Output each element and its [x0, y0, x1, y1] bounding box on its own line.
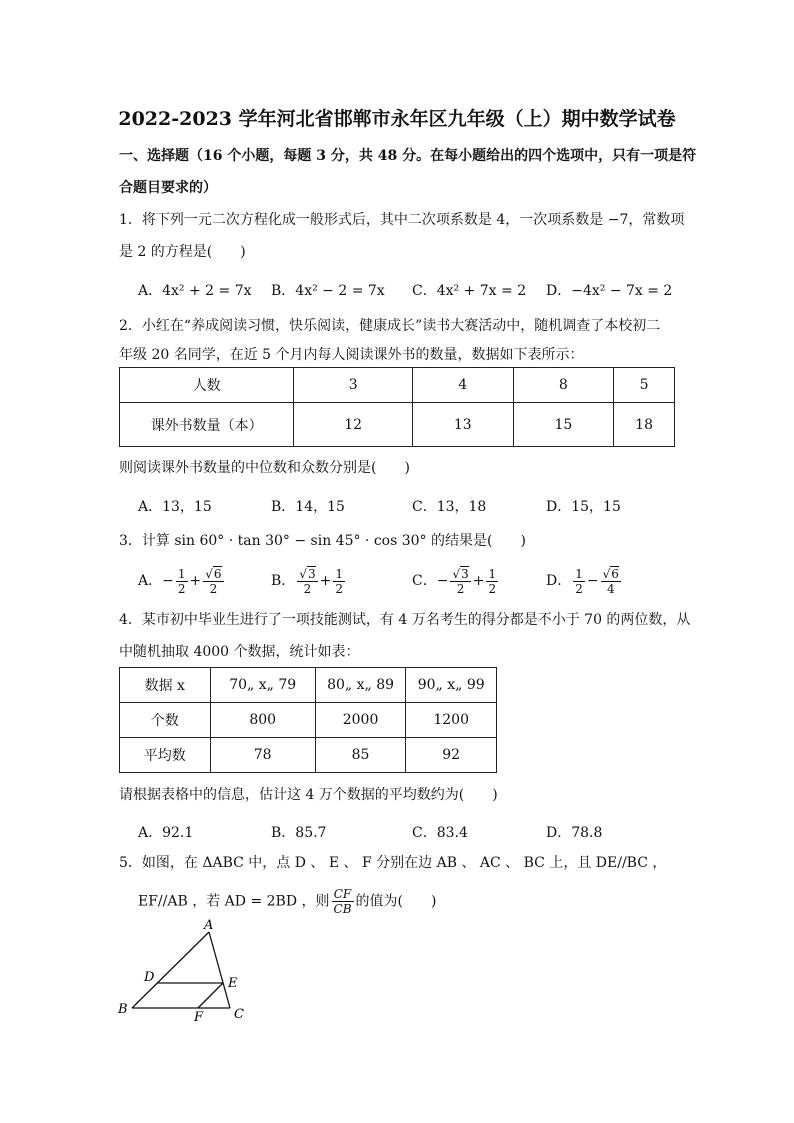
q5-text-line2	[138, 887, 436, 916]
q4-table-row	[120, 738, 497, 773]
q1-option-d: D．−4x² − 7x = 2	[546, 283, 673, 299]
q3-option-c	[412, 566, 500, 596]
q1-text-line2: 是 2 的方程是( )	[119, 244, 246, 260]
q5-text-line2-a: EF//AB ，若 AD = 2BD ，则	[138, 893, 330, 910]
denominator: 2	[488, 581, 497, 596]
denominator: 2	[575, 581, 583, 596]
denominator: 2	[177, 581, 186, 596]
q3-option-a-label: A．	[138, 573, 163, 589]
q4-question: 请根据表格中的信息，估计这 4 万个数据的平均数约为( )	[119, 787, 498, 803]
q4-cell: 2000	[315, 703, 406, 738]
section-heading-line1: 一、选择题（16 个小题，每题 3 分，共 48 分。在每小题给出的四个选项中，只有一项是符	[119, 148, 697, 164]
plus-sign: +	[472, 573, 485, 589]
fraction	[203, 566, 223, 596]
numerator	[601, 566, 621, 582]
q2-cell: 18	[614, 403, 675, 447]
q2-cell: 5	[614, 368, 675, 403]
q5-triangle-figure	[110, 915, 270, 1025]
sqrt-icon: √	[452, 567, 461, 581]
q4-cell: 800	[210, 703, 315, 738]
numerator: CF	[332, 887, 354, 902]
q2-table-row	[120, 403, 675, 447]
numerator: 1	[488, 566, 497, 581]
q2-option-b: B．14，15	[271, 499, 345, 515]
q3-option-c-label: C．	[412, 573, 437, 589]
q4-cell: 数据 x	[120, 668, 211, 703]
plus-sign: +	[319, 573, 332, 589]
q2-text-line1: 2．小红在“养成阅读习惯，快乐阅读，健康成长”读书大赛活动中，随机调查了本校初二	[119, 318, 661, 334]
q4-table-row	[120, 703, 497, 738]
q2-text-line2: 年级 20 名同学，在近 5 个月内每人阅读课外书的数量，数据如下表所示：	[119, 347, 584, 363]
denominator: 2	[335, 581, 343, 596]
minus-sign: −	[436, 573, 449, 589]
q2-question: 则阅读课外书数量的中位数和众数分别是( )	[119, 460, 410, 476]
q4-cell: 85	[315, 738, 406, 773]
q4-cell: 92	[406, 738, 497, 773]
q3-option-d-label: D．	[546, 573, 572, 589]
q2-option-a: A．13，15	[138, 499, 212, 515]
q4-option-c: C．83.4	[412, 825, 468, 841]
minus-sign: −	[586, 573, 599, 589]
q3-option-b	[271, 566, 347, 596]
numerator	[450, 566, 470, 582]
fraction	[601, 566, 621, 596]
q4-option-b: B．85.7	[271, 825, 327, 841]
q2-cell: 课外书数量（本）	[120, 403, 294, 447]
q4-table	[119, 667, 497, 773]
q4-cell: 1200	[406, 703, 497, 738]
q5-text-line1: 5．如图，在 ΔABC 中，点 D 、 E 、 F 分别在边 AB 、 AC 、 BC 上，且 DE//BC ，	[119, 855, 667, 871]
fraction-cf-cb	[332, 887, 354, 916]
plus-sign: +	[189, 573, 202, 589]
fraction	[176, 567, 188, 596]
side-ac	[209, 932, 230, 1008]
numerator: 1	[575, 566, 583, 581]
radicand: 6	[611, 567, 619, 581]
sqrt-icon: √	[299, 567, 307, 581]
q3-option-b-label: B．	[271, 573, 296, 589]
q3-option-a	[138, 566, 226, 596]
sqrt-icon: √	[602, 567, 611, 581]
numerator	[203, 566, 223, 582]
radicand: 6	[213, 567, 222, 581]
fraction	[333, 567, 345, 596]
q2-option-d: D．15，15	[546, 499, 621, 515]
numerator	[297, 566, 317, 582]
q4-cell: 90„ x„ 99	[406, 668, 497, 703]
q2-cell: 3	[294, 368, 413, 403]
denominator: CB	[333, 902, 352, 916]
denominator: 2	[209, 582, 218, 596]
minus-sign: −	[162, 573, 174, 589]
q4-cell: 70„ x„ 79	[210, 668, 315, 703]
q1-option-b: B．4x² − 2 = 7x	[271, 283, 385, 299]
fraction	[486, 567, 498, 596]
q2-cell: 13	[412, 403, 513, 447]
q1-text-line1: 1．将下列一元二次方程化成一般形式后，其中二次项系数是 4，一次项系数是 −7，常数项	[119, 212, 685, 228]
label-a: A	[204, 918, 214, 933]
q4-cell: 平均数	[120, 738, 211, 773]
fraction	[450, 566, 470, 596]
label-e: E	[228, 976, 238, 991]
q3-option-d	[546, 566, 623, 596]
q4-cell: 80„ x„ 89	[315, 668, 406, 703]
q2-cell: 人数	[120, 368, 294, 403]
denominator: 2	[456, 582, 465, 596]
q4-option-a: A．92.1	[138, 825, 194, 841]
q4-cell: 个数	[120, 703, 211, 738]
sqrt-icon: √	[205, 567, 213, 581]
numerator: 1	[177, 566, 186, 581]
q2-cell: 4	[412, 368, 513, 403]
q4-cell: 78	[210, 738, 315, 773]
label-f: F	[194, 1010, 204, 1025]
q2-option-c: C．13，18	[412, 499, 487, 515]
q3-text-line1: 3．计算 sin 60° · tan 30° − sin 45° · cos 30° 的结果是( )	[119, 533, 526, 549]
q2-cell: 8	[513, 368, 614, 403]
section-heading-line2: 合题目要求的）	[119, 180, 217, 196]
fraction	[297, 566, 317, 596]
label-c: C	[234, 1007, 244, 1022]
q2-table	[119, 367, 675, 447]
q4-text-line2: 中随机抽取 4000 个数据，统计如表：	[119, 644, 360, 660]
q2-table-row	[120, 368, 675, 403]
q2-cell: 12	[294, 403, 413, 447]
q2-cell: 15	[513, 403, 614, 447]
label-b: B	[118, 1002, 128, 1017]
segment-ef	[198, 983, 223, 1008]
radicand: 3	[461, 567, 469, 581]
denominator: 4	[606, 582, 615, 596]
q4-table-row	[120, 668, 497, 703]
exam-title: 2022-2023 学年河北省邯郸市永年区九年级（上）期中数学试卷	[118, 108, 676, 130]
denominator: 2	[303, 582, 312, 596]
fraction	[573, 567, 585, 596]
q1-option-c: C．4x² + 7x = 2	[412, 283, 527, 299]
q1-option-a: A．4x² + 2 = 7x	[138, 283, 252, 299]
radicand: 3	[307, 567, 316, 581]
q4-text-line1: 4．某市初中毕业生进行了一项技能测试，有 4 万名考生的得分都是不小于 70 的两位数，从	[119, 612, 691, 628]
q4-option-d: D．78.8	[546, 825, 603, 841]
numerator: 1	[335, 566, 343, 581]
label-d: D	[144, 970, 155, 985]
q5-text-line2-b: 的值为( )	[355, 893, 437, 910]
